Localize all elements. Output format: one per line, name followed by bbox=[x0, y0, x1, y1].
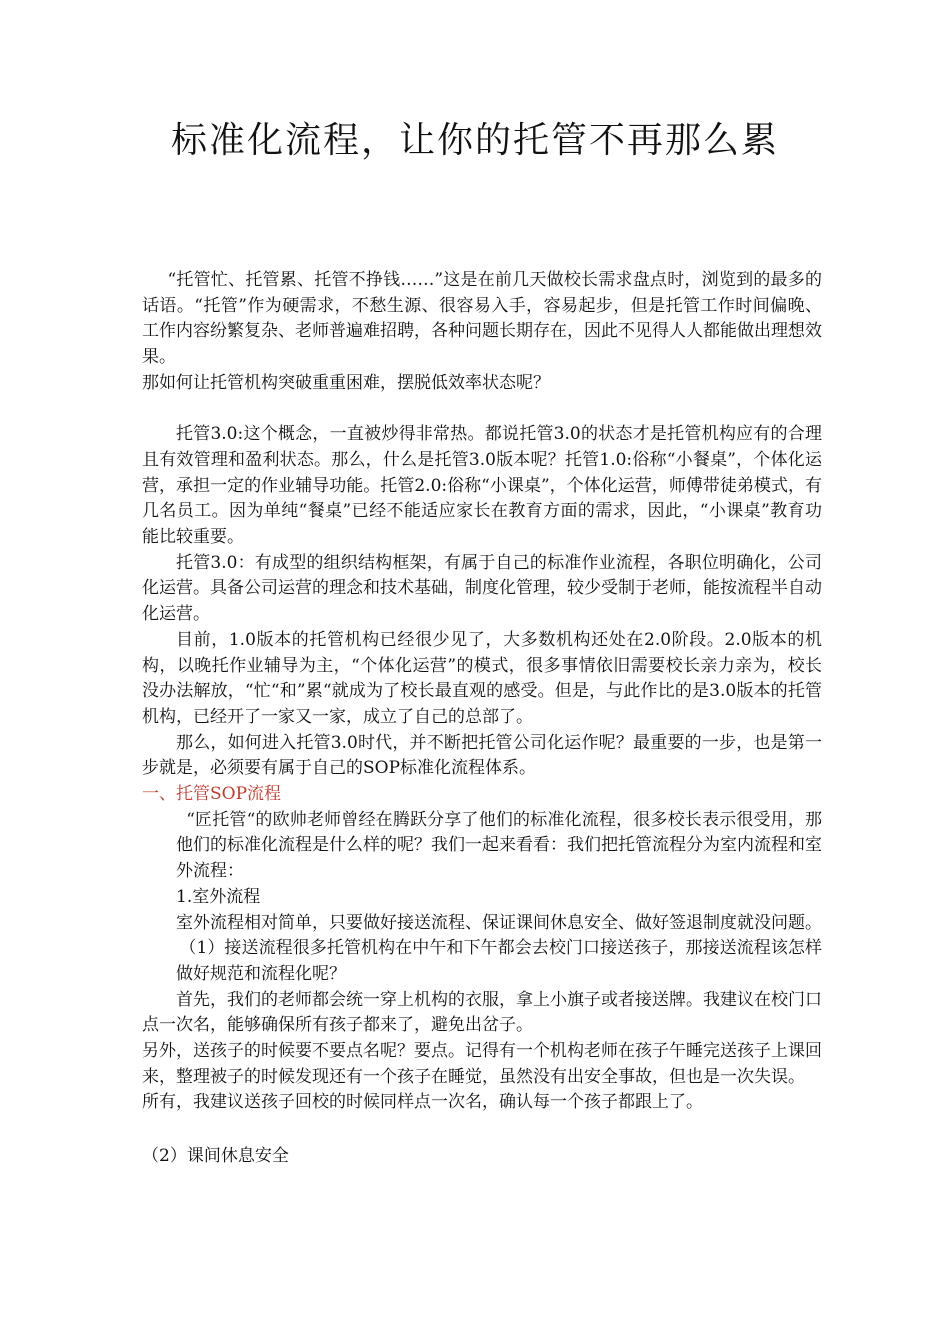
paragraph-current-status: 目前，1.0版本的托管机构已经很少见了，大多数机构还处在2.0阶段。2.0版本的机构，以晚托作业辅导为主，“个体化运营”的模式，很多事情依旧需要校长亲力亲为，校长没办法解放，“忙“和”累“就成为了校长最直观的感受。但是，与此作比的是3.0版本的托管机构，已经开了一家又一家，成立了自己的总部了。 bbox=[142, 629, 822, 727]
subheading-outdoor-flow: 1.室外流程 bbox=[176, 886, 261, 907]
paragraph-intro: “托管忙、托管累、托管不挣钱……”这是在前几天做校长需求盘点时，浏览到的最多的话语。“托管”作为硬需求，不愁生源、很容易入手，容易起步，但是托管工作时间偏晚、工作内容纷繁复杂、老师普遍难招聘，各种问题长期存在，因此不见得人人都能做出理想效果。 bbox=[142, 270, 822, 368]
blank-line bbox=[142, 397, 822, 423]
paragraph-tuoguan-3-definition: 托管3.0：有成型的组织结构框架，有属于自己的标准作业流程，各职位明确化，公司化运营。具备公司运营的理念和技术基础，制度化管理，较少受制于老师，能按流程半自动化运营。 bbox=[142, 552, 822, 625]
paragraph-first-step: 那么，如何进入托管3.0时代，并不断把托管公司化运作呢？最重要的一步，也是第一步就是，必须要有属于自己的SOP标准化流程体系。 bbox=[142, 732, 822, 779]
document-body bbox=[142, 268, 822, 1170]
paragraph-question: 那如何让托管机构突破重重困难，摆脱低效率状态呢？ bbox=[142, 372, 550, 393]
paragraph-pickup-1: 首先，我们的老师都会统一穿上机构的衣服，拿上小旗子或者接送牌。我建议在校门口点一次名，能够确保所有孩子都来了，避免出岔子。 bbox=[142, 989, 822, 1036]
subheading-pickup-flow: （1）接送流程很多托管机构在中午和下午都会去校门口接送孩子，那接送流程该怎样做好规范和流程化呢？ bbox=[176, 938, 822, 984]
section-heading-sop: 一、托管SOP流程 bbox=[142, 784, 282, 805]
paragraph-pickup-2: 另外，送孩子的时候要不要点名呢？要点。记得有一个机构老师在孩子午睡完送孩子上课回来，整理被子的时候发现还有一个孩子在睡觉，虽然没有出安全事故，但也是一次失误。 bbox=[142, 1041, 822, 1087]
paragraph-pickup-3: 所有，我建议送孩子回校的时候同样点一次名，确认每一个孩子都跟上了。 bbox=[142, 1092, 703, 1113]
paragraph-tuoguan-3-concept: 托管3.0:这个概念，一直被炒得非常热。都说托管3.0的状态才是托管机构应有的合理且有效管理和盈利状态。那么，什么是托管3.0版本呢？托管1.0:俗称“小餐桌”，个体化运营，承担一定的作业辅导功能。托管2.0:俗称“小课桌”，个体化运营，师傅带徒弟模式，有几名员工。因为单纯“餐桌”已经不能适应家长在教育方面的需求，因此，“小课桌”教育功能比较重要。 bbox=[142, 424, 822, 548]
blank-line bbox=[142, 1116, 822, 1144]
paragraph-outdoor-flow: 室外流程相对简单，只要做好接送流程、保证课间休息安全、做好签退制度就没问题。 bbox=[176, 912, 822, 933]
subheading-break-safety: （2）课间休息安全 bbox=[142, 1146, 289, 1167]
paragraph-sop-intro: “匠托管“的欧帅老师曾经在腾跃分享了他们的标准化流程，很多校长表示很受用，那他们的标准化流程是什么样的呢？我们一起来看看：我们把托管流程分为室内流程和室外流程： bbox=[176, 809, 822, 882]
document-title: 标准化流程，让你的托管不再那么累 bbox=[170, 120, 779, 161]
